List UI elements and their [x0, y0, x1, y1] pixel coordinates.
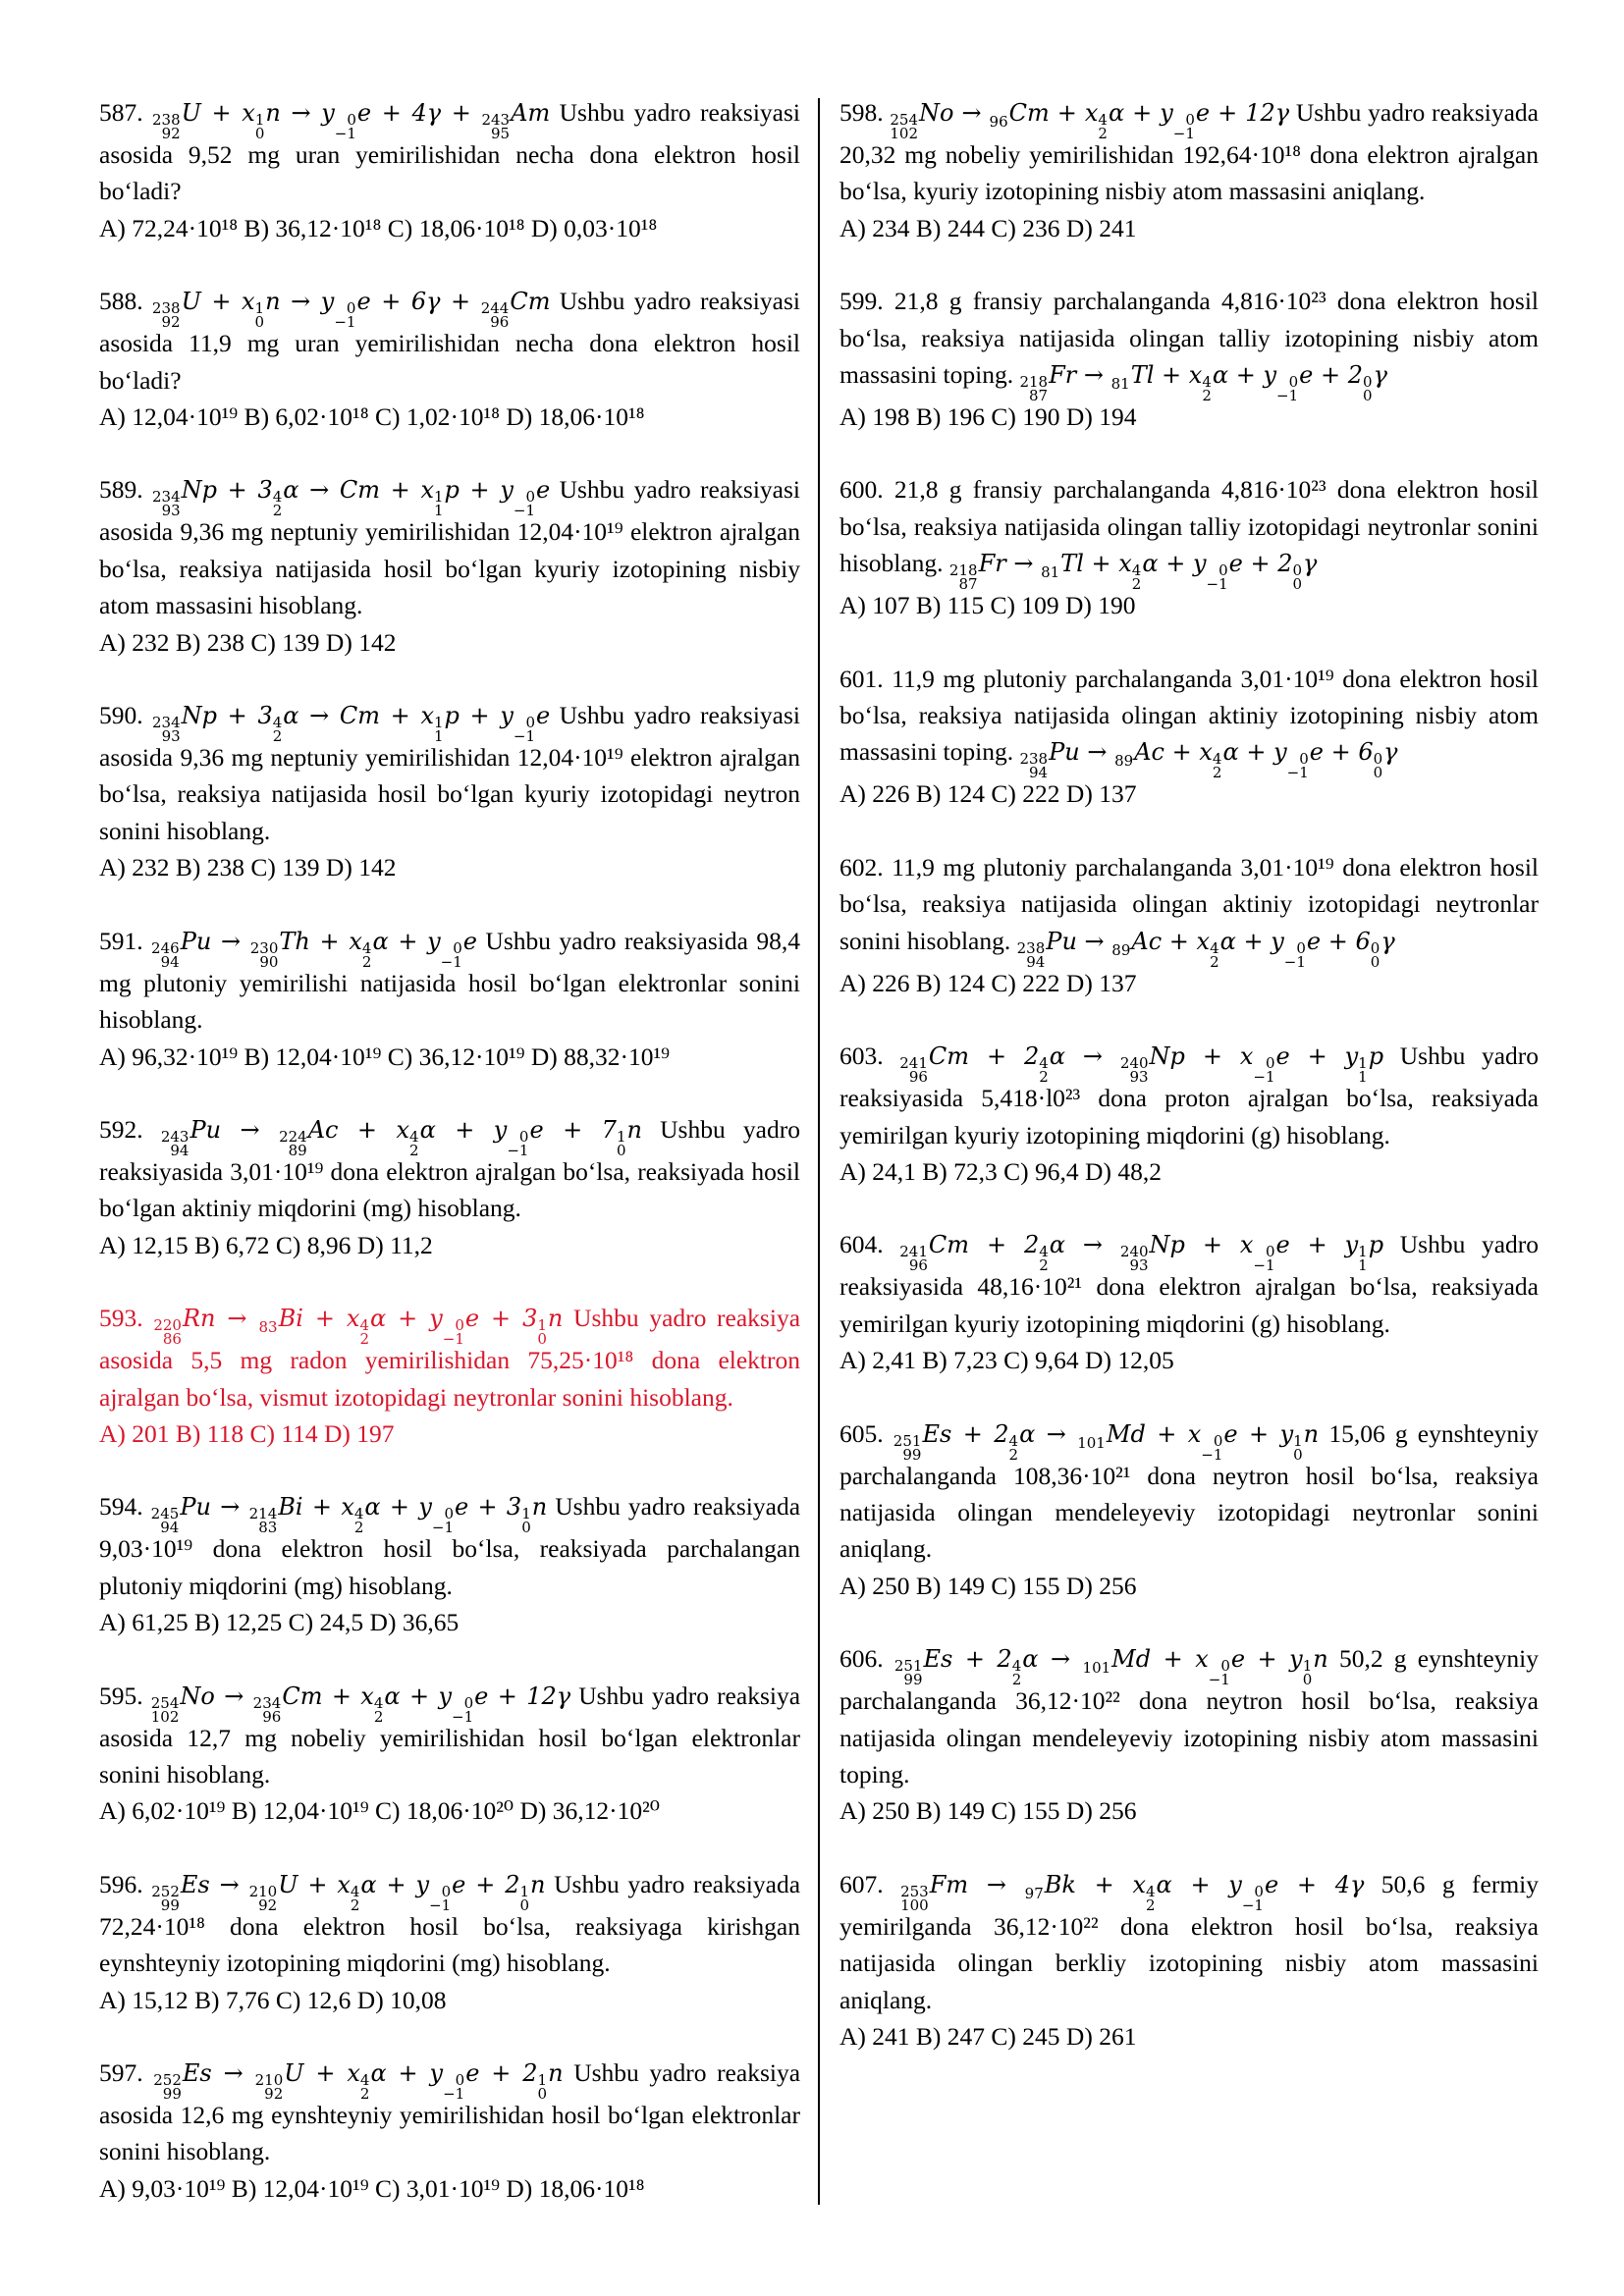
problem-591 — [99, 923, 800, 1075]
problem-number: 604. — [839, 1230, 884, 1259]
problem-number: 603. — [839, 1041, 884, 1071]
problem-statement — [839, 283, 1539, 405]
problem-number: 594. — [99, 1492, 143, 1522]
answer-options: A) 226 B) 124 C) 222 D) 137 — [839, 968, 1137, 997]
problem-text: Ushbu yadro reaksiya asosida 5,5 mg radon yemirilishidan 75,25·10¹⁸ dona elektron ajralgan bo‘lsa, vismut izotopidagi neytronlar sonini hisoblang. — [99, 1304, 801, 1412]
problem-statement — [99, 471, 800, 623]
answer-options: A) 234 B) 244 C) 236 D) 241 — [839, 213, 1137, 242]
problem-number: 589. — [99, 475, 143, 505]
problem-590 — [99, 697, 800, 886]
problem-statement — [839, 1415, 1539, 1568]
problem-statement — [839, 849, 1539, 971]
answer-options: A) 241 B) 247 C) 245 D) 261 — [839, 2022, 1137, 2051]
answer-options: A) 2,41 B) 7,23 C) 9,64 D) 12,05 — [839, 1346, 1174, 1375]
reaction-equation: 238 94 Pu → 89Ac + x 4 2 α + y 0 −1 e + 6 0 0 γ — [1019, 738, 1398, 782]
problem-statement — [99, 923, 800, 1039]
problem-text: Ushbu yadro reaksiyasida 3,01·10¹⁹ dona elektron ajralgan bo‘lsa, reaksiyada hosil bo‘lgan aktiniy miqdorini (mg) hisoblang. — [99, 1114, 800, 1223]
answer-options: A) 198 B) 196 C) 190 D) 194 — [839, 402, 1137, 432]
problem-text: Ushbu yadro reaksiyasida 5,418·l0²³ dona proton ajralgan bo‘lsa, reaksiyada yemirilgan kyuriy izotopining miqdorini (g) hisoblang. — [839, 1041, 1540, 1149]
problem-606 — [839, 1640, 1539, 1830]
problem-number: 598. — [839, 98, 884, 127]
column-divider — [818, 98, 820, 2205]
reaction-equation: 234 93 Np + 3 4 2 α → Cm + x 1 1 p + y 0 −1 e — [152, 476, 551, 520]
answer-options: A) 72,24·10¹⁸ B) 36,12·10¹⁸ C) 18,06·10¹⁸ D) 0,03·10¹⁸ — [99, 213, 658, 242]
problem-statement — [99, 1866, 800, 1982]
problem-number: 596. — [99, 1869, 143, 1898]
problem-statement — [99, 1488, 800, 1604]
problem-statement — [99, 1300, 800, 1415]
answer-options: A) 250 B) 149 C) 155 D) 256 — [839, 1571, 1137, 1600]
reaction-equation: 238 94 Pu → 89Ac + x 4 2 α + y 0 −1 e + 6 0 0 γ — [1016, 927, 1395, 971]
answer-options: A) 201 B) 118 C) 114 D) 197 — [99, 1418, 395, 1448]
problem-text: Ushbu yadro reaksiyada 20,32 mg nobeliy yemirilishidan 192,64·10¹⁸ dona elektron ajralgan bo‘lsa, kyuriy izotopining nisbiy atom massasini aniqlang. — [839, 98, 1539, 206]
problem-statement — [839, 1038, 1539, 1153]
problem-number: 605. — [839, 1418, 884, 1448]
answer-options: A) 96,32·10¹⁹ B) 12,04·10¹⁹ C) 36,12·10¹⁹ D) 88,32·10¹⁹ — [99, 1041, 671, 1071]
problem-596 — [99, 1866, 800, 2018]
problem-602 — [839, 849, 1539, 1001]
problem-605 — [839, 1415, 1539, 1605]
problem-587 — [99, 94, 800, 246]
problem-statement — [839, 1226, 1539, 1342]
reaction-equation: 252 99 Es → 210 92 U + x 4 2 α + y 0 −1 e + 2 1 0 n — [153, 2059, 564, 2103]
reaction-equation: 254 102 No → 234 96 Cm + x 4 2 α + y 0 −1 e + 12γ — [150, 1682, 571, 1726]
problem-number: 607. — [839, 1869, 884, 1898]
reaction-equation: 245 94 Pu → 214 83 Bi + x 4 2 α + y 0 −1 e + 3 1 0 n — [150, 1493, 548, 1537]
problem-text: Ushbu yadro reaksiyasida 98,4 mg plutoniy yemirilishi natijasida hosil bo‘lgan elektronlar sonini hisoblang. — [99, 926, 800, 1035]
problem-number: 587. — [99, 98, 143, 127]
problem-594 — [99, 1488, 800, 1640]
problem-text: Ushbu yadro reaksiyasi asosida 9,36 mg neptuniy yemirilishidan 12,04·10¹⁹ elektron ajralgan bo‘lsa, reaksiya natijasida hosil bo‘lgan kyuriy izotopining nisbiy atom massasini hisoblang. — [99, 475, 800, 620]
problem-text: 15,06 g eynshteyniy parchalanganda 108,36·10²¹ dona neytron hosil bo‘lsa, reaksiya natijasida olingan mendeleyeviy izotopidagi neytronlar sonini aniqlang. — [839, 1418, 1539, 1564]
problem-598 — [839, 94, 1539, 246]
problem-592 — [99, 1111, 800, 1263]
problem-text: Ushbu yadro reaksiyasi asosida 9,52 mg uran yemirilishidan necha dona elektron hosil bo‘ladi? — [99, 98, 800, 206]
problem-statement — [99, 697, 800, 849]
problem-number: 599. — [839, 287, 884, 316]
problem-number: 595. — [99, 1681, 143, 1710]
problem-601 — [839, 661, 1539, 813]
reaction-equation: 241 96 Cm + 2 4 2 α → 240 93 Np + x 0 −1 e + y 1 1 p — [899, 1042, 1384, 1087]
problem-number: 593. — [99, 1304, 143, 1333]
problem-number: 592. — [99, 1114, 143, 1144]
reaction-equation: 251 99 Es + 2 4 2 α → 101Md + x 0 −1 e + y 1 0 n — [893, 1419, 1320, 1464]
problem-statement — [99, 1678, 800, 1793]
problem-607 — [839, 1866, 1539, 2056]
answer-options: A) 226 B) 124 C) 222 D) 137 — [839, 779, 1137, 809]
problem-statement — [99, 283, 800, 399]
problem-statement — [99, 2055, 800, 2170]
problem-number: 590. — [99, 701, 143, 730]
problem-text: 50,6 g fermiy yemirilganda 36,12·10²² dona elektron hosil bo‘lsa, reaksiya natijasida olingan berkliy izotopining nisbiy atom massasini aniqlang. — [839, 1869, 1540, 2014]
problem-600 — [839, 471, 1539, 623]
left-column — [99, 94, 800, 2243]
answer-options: A) 9,03·10¹⁹ B) 12,04·10¹⁹ C) 3,01·10¹⁹ D) 18,06·10¹⁸ — [99, 2173, 645, 2203]
problem-text: 11,9 mg plutoniy parchalanganda 3,01·10¹⁹ dona elektron hosil bo‘lsa, reaksiya natijasida olingan aktiniy izotopining nisbiy atom massasini toping. — [839, 664, 1539, 767]
problem-number: 597. — [99, 2058, 143, 2087]
problem-statement — [839, 1640, 1539, 1792]
problem-589 — [99, 471, 800, 661]
problem-statement — [839, 471, 1539, 594]
problem-number: 606. — [839, 1644, 884, 1674]
reaction-equation: 251 99 Es + 2 4 2 α → 101Md + x 0 −1 e + y 1 0 n — [893, 1645, 1328, 1689]
problem-593 — [99, 1300, 800, 1452]
problem-statement — [99, 94, 800, 210]
problem-statement — [839, 1866, 1539, 2018]
reaction-equation: 218 87 Fr → 81Tl + x 4 2 α + y 0 −1 e + 2 0 0 γ — [948, 550, 1318, 594]
problem-text: 50,2 g eynshteyniy parchalanganda 36,12·10²² dona neytron hosil bo‘lsa, reaksiya natijasida olingan mendeleyeviy izotopining nisbiy atom massasini toping. — [839, 1644, 1539, 1789]
reaction-equation: 238 92 U + x 1 0 n → y 0 −1 e + 6γ + 244 96 Cm — [151, 288, 551, 332]
problem-number: 602. — [839, 852, 884, 881]
problem-604 — [839, 1226, 1539, 1378]
answer-options: A) 250 B) 149 C) 155 D) 256 — [839, 1796, 1137, 1826]
problem-statement — [839, 661, 1539, 782]
reaction-equation: 246 94 Pu → 230 90 Th + x 4 2 α + y 0 −1 e — [151, 927, 477, 971]
problem-595 — [99, 1678, 800, 1830]
problem-text: Ushbu yadro reaksiyasi asosida 11,9 mg uran yemirilishidan necha dona elektron hosil bo‘ladi? — [99, 287, 800, 395]
problem-statement — [99, 1111, 800, 1227]
problem-text: Ushbu yadro reaksiya asosida 12,7 mg nobeliy yemirilishidan hosil bo‘lgan elektronlar sonini hisoblang. — [99, 1681, 801, 1789]
problem-text: Ushbu yadro reaksiyada 72,24·10¹⁸ dona elektron hosil bo‘lsa, reaksiyaga kirishgan eynshteyniy izotopining miqdorini (mg) hisoblang. — [99, 1869, 801, 1978]
answer-options: A) 232 B) 238 C) 139 D) 142 — [99, 853, 397, 882]
reaction-equation: 253 100 Fm → 97Bk + x 4 2 α + y 0 −1 e + 4γ — [900, 1870, 1365, 1914]
reaction-equation: 238 92 U + x 1 0 n → y 0 −1 e + 4γ + 243 95 Am — [152, 99, 551, 142]
reaction-equation: 218 87 Fr → 81Tl + x 4 2 α + y 0 −1 e + 2 0 0 γ — [1019, 361, 1387, 405]
problem-number: 600. — [839, 475, 884, 505]
right-column — [839, 94, 1539, 2091]
answer-options: A) 6,02·10¹⁹ B) 12,04·10¹⁹ C) 18,06·10²⁰ D) 36,12·10²⁰ — [99, 1796, 660, 1826]
problem-597 — [99, 2055, 800, 2207]
problem-number: 591. — [99, 926, 143, 955]
answer-options: A) 24,1 B) 72,3 C) 96,4 D) 48,2 — [839, 1156, 1162, 1186]
problem-599 — [839, 283, 1539, 435]
answer-options: A) 61,25 B) 12,25 C) 24,5 D) 36,65 — [99, 1608, 460, 1637]
reaction-equation: 241 96 Cm + 2 4 2 α → 240 93 Np + x 0 −1 e + y 1 1 p — [899, 1231, 1384, 1275]
answer-options: A) 12,15 B) 6,72 C) 8,96 D) 11,2 — [99, 1230, 433, 1259]
answer-options: A) 232 B) 238 C) 139 D) 142 — [99, 627, 397, 657]
reaction-equation: 243 94 Pu → 224 89 Ac + x 4 2 α + y 0 −1 e + 7 1 0 n — [160, 1115, 642, 1159]
reaction-equation: 234 93 Np + 3 4 2 α → Cm + x 1 1 p + y 0 −1 e — [152, 702, 551, 746]
problem-number: 588. — [99, 287, 143, 316]
problem-text: Ushbu yadro reaksiyasida 48,16·10²¹ dona elektron ajralgan bo‘lsa, reaksiyada yemirilgan kyuriy izotopining miqdorini (g) hisoblang. — [839, 1230, 1540, 1338]
problem-text: Ushbu yadro reaksiyasi asosida 9,36 mg neptuniy yemirilishidan 12,04·10¹⁹ elektron ajralgan bo‘lsa, reaksiya natijasida hosil bo‘lgan kyuriy izotopidagi neytron sonini hisoblang. — [99, 701, 800, 845]
problem-number: 601. — [839, 664, 884, 693]
reaction-equation: 220 86 Rn → 83Bi + x 4 2 α + y 0 −1 e + 3 1 0 n — [153, 1305, 564, 1349]
problem-statement — [839, 94, 1539, 210]
problem-603 — [839, 1038, 1539, 1190]
problem-text: Ushbu yadro reaksiya asosida 12,6 mg eynshteyniy yemirilishidan hosil bo‘lgan elektronlar sonini hisoblang. — [99, 2058, 801, 2166]
problem-text: Ushbu yadro reaksiyada 9,03·10¹⁹ dona elektron hosil bo‘lsa, reaksiyada parchalangan plutoniy miqdorini (mg) hisoblang. — [99, 1492, 801, 1600]
problem-text: 11,9 mg plutoniy parchalanganda 3,01·10¹⁹ dona elektron hosil bo‘lsa, reaksiya natijasida olingan aktiniy izotopidagi neytronlar sonini hisoblang. — [839, 852, 1539, 955]
reaction-equation: 252 99 Es → 210 92 U + x 4 2 α + y 0 −1 e + 2 1 0 n — [151, 1870, 546, 1914]
answer-options: A) 107 B) 115 C) 109 D) 190 — [839, 591, 1136, 620]
reaction-equation: 254 102 No → 96Cm + x 4 2 α + y 0 −1 e + 12γ — [890, 99, 1290, 142]
problem-text: 21,8 g fransiy parchalanganda 4,816·10²³ dona elektron hosil bo‘lsa, reaksiya natijasida olingan talliy izotopidagi neytronlar sonini hisoblang. — [839, 475, 1539, 578]
answer-options: A) 15,12 B) 7,76 C) 12,6 D) 10,08 — [99, 1985, 447, 2014]
problem-588 — [99, 283, 800, 435]
answer-options: A) 12,04·10¹⁹ B) 6,02·10¹⁸ C) 1,02·10¹⁸ D) 18,06·10¹⁸ — [99, 402, 645, 432]
problem-text: 21,8 g fransiy parchalanganda 4,816·10²³ dona elektron hosil bo‘lsa, reaksiya natijasida olingan talliy izotopining nisbiy atom massasini toping. — [839, 287, 1539, 390]
